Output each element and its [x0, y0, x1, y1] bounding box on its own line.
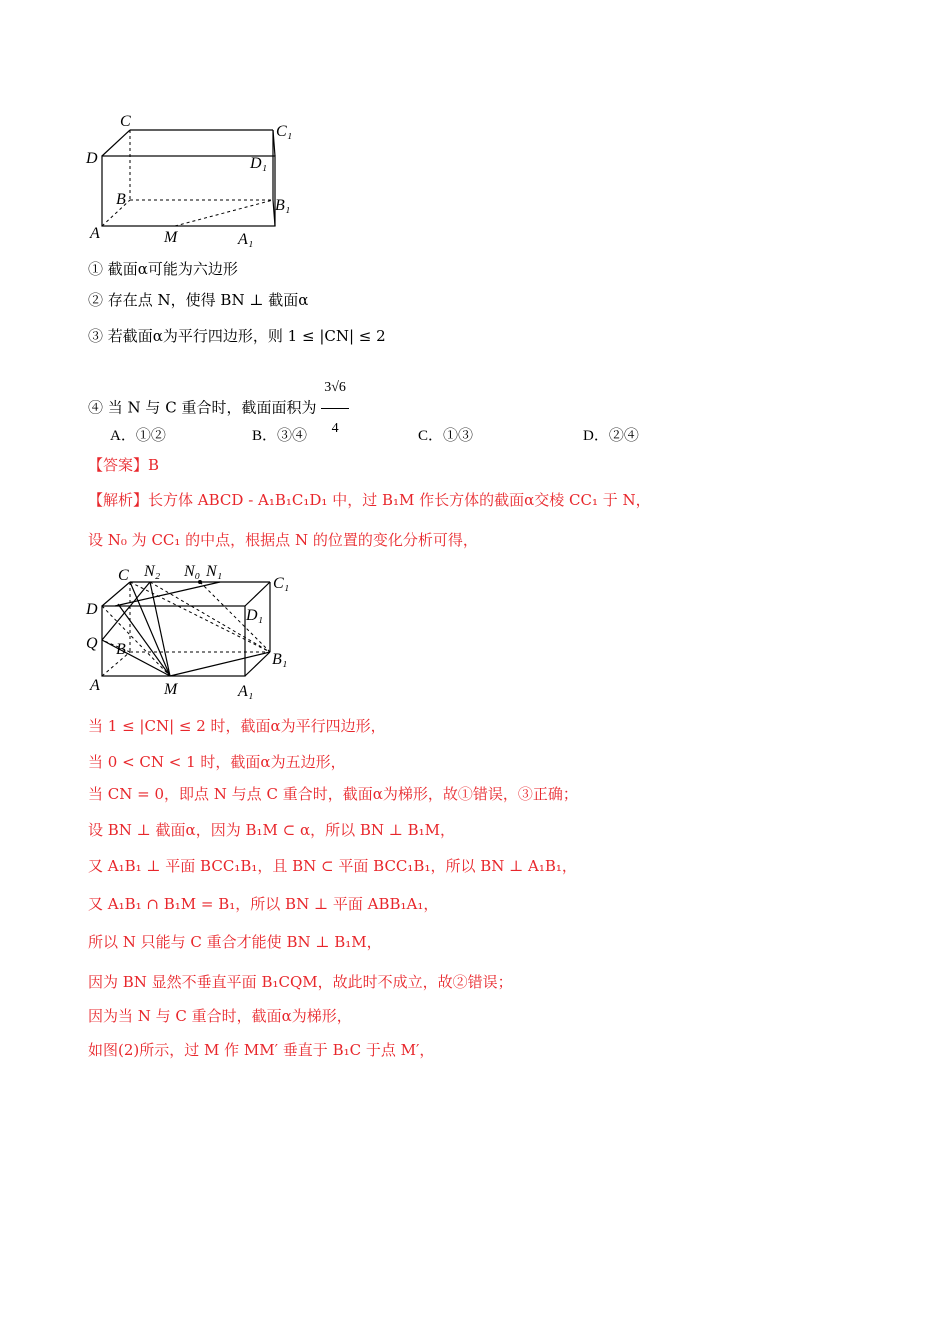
statement-1: ① 截面α可能为六边形 [88, 260, 238, 278]
statement-3: ③ 若截面α为平行四边形，则 1 ≤ |CN| ≤ 2 [88, 327, 386, 345]
reason-line-5: 又 A₁B₁ ⊥ 平面 BCC₁B₁，且 BN ⊂ 平面 BCC₁B₁，所以 BN ⊥ A₁B₁， [88, 857, 577, 875]
fig1-label-A: A [90, 225, 100, 242]
fig1-label-B1: B₁ [275, 197, 291, 214]
fig2-label-M: M [164, 681, 178, 698]
statement-4-text: ④ 当 N 与 C 重合时，截面面积为 [88, 398, 317, 417]
fig1-label-A1: A₁ [238, 231, 254, 248]
analysis-label: 【解析】 [88, 491, 149, 509]
fig2-label-C: C [118, 567, 129, 584]
fig1-label-C1: C₁ [276, 123, 293, 140]
option-a[interactable]: A．①② [110, 428, 166, 444]
statement-2: ② 存在点 N，使得 BN ⊥ 截面α [88, 291, 309, 309]
option-d[interactable]: D．②④ [583, 428, 639, 444]
fig2-label-N0: N₀ [184, 563, 201, 580]
fig1-label-M: M [164, 229, 178, 246]
analysis-text-1: 长方体 ABCD - A₁B₁C₁D₁ 中，过 B₁M 作长方体的截面α交棱 CC₁ 于 N， [148, 491, 651, 509]
fig2-label-B1: B₁ [272, 651, 288, 668]
option-c[interactable]: C．①③ [418, 428, 474, 444]
fig2-label-A: A [90, 677, 100, 694]
fig2-label-B: B [116, 641, 126, 658]
reason-line-4: 设 BN ⊥ 截面α，因为 B₁M ⊂ α，所以 BN ⊥ B₁M， [88, 821, 456, 839]
fig2-label-N2: N₂ [144, 563, 161, 580]
fig1-label-C: C [120, 113, 131, 130]
fig2-label-A1: A₁ [238, 683, 254, 700]
reason-line-7: 所以 N 只能与 C 重合才能使 BN ⊥ B₁M， [88, 933, 382, 951]
answer: 【答案】B [88, 456, 160, 474]
fig2-label-N1: N₁ [206, 563, 223, 580]
analysis-line-2: 设 N₀ 为 CC₁ 的中点，根据点 N 的位置的变化分析可得， [88, 531, 478, 549]
figure-1-cuboid [80, 108, 310, 253]
reason-line-10: 如图(2)所示，过 M 作 MM′ 垂直于 B₁C 于点 M′， [88, 1041, 435, 1059]
fig1-label-B: B [116, 191, 126, 208]
option-b[interactable]: B．③④ [252, 428, 308, 444]
fig2-label-Q: Q [86, 635, 98, 652]
analysis-line-1 [88, 490, 651, 510]
reason-line-6: 又 A₁B₁ ∩ B₁M = B₁，所以 BN ⊥ 平面 ABB₁A₁， [88, 895, 439, 913]
figure-2-cuboid [80, 560, 310, 705]
fig2-label-D: D [86, 601, 98, 618]
fraction-numerator: 3√6 [321, 368, 349, 409]
reason-line-8: 因为 BN 显然不垂直平面 B₁CQM，故此时不成立，故②错误； [88, 973, 513, 991]
reason-line-1: 当 1 ≤ |CN| ≤ 2 时，截面α为平行四边形， [88, 717, 386, 735]
fig1-label-D: D [86, 150, 98, 167]
reason-line-3: 当 CN = 0，即点 N 与点 C 重合时，截面α为梯形，故①错误，③正确； [88, 785, 578, 803]
fig1-label-D1: D₁ [250, 155, 268, 172]
fraction-denominator: 4 [331, 421, 339, 436]
reason-line-9: 因为当 N 与 C 重合时，截面α为梯形， [88, 1007, 352, 1025]
statement-4-fraction [321, 368, 349, 449]
reason-line-2: 当 0 < CN < 1 时，截面α为五边形， [88, 753, 346, 771]
fig2-label-D1: D₁ [246, 607, 264, 624]
fig2-label-C1: C₁ [273, 575, 290, 592]
